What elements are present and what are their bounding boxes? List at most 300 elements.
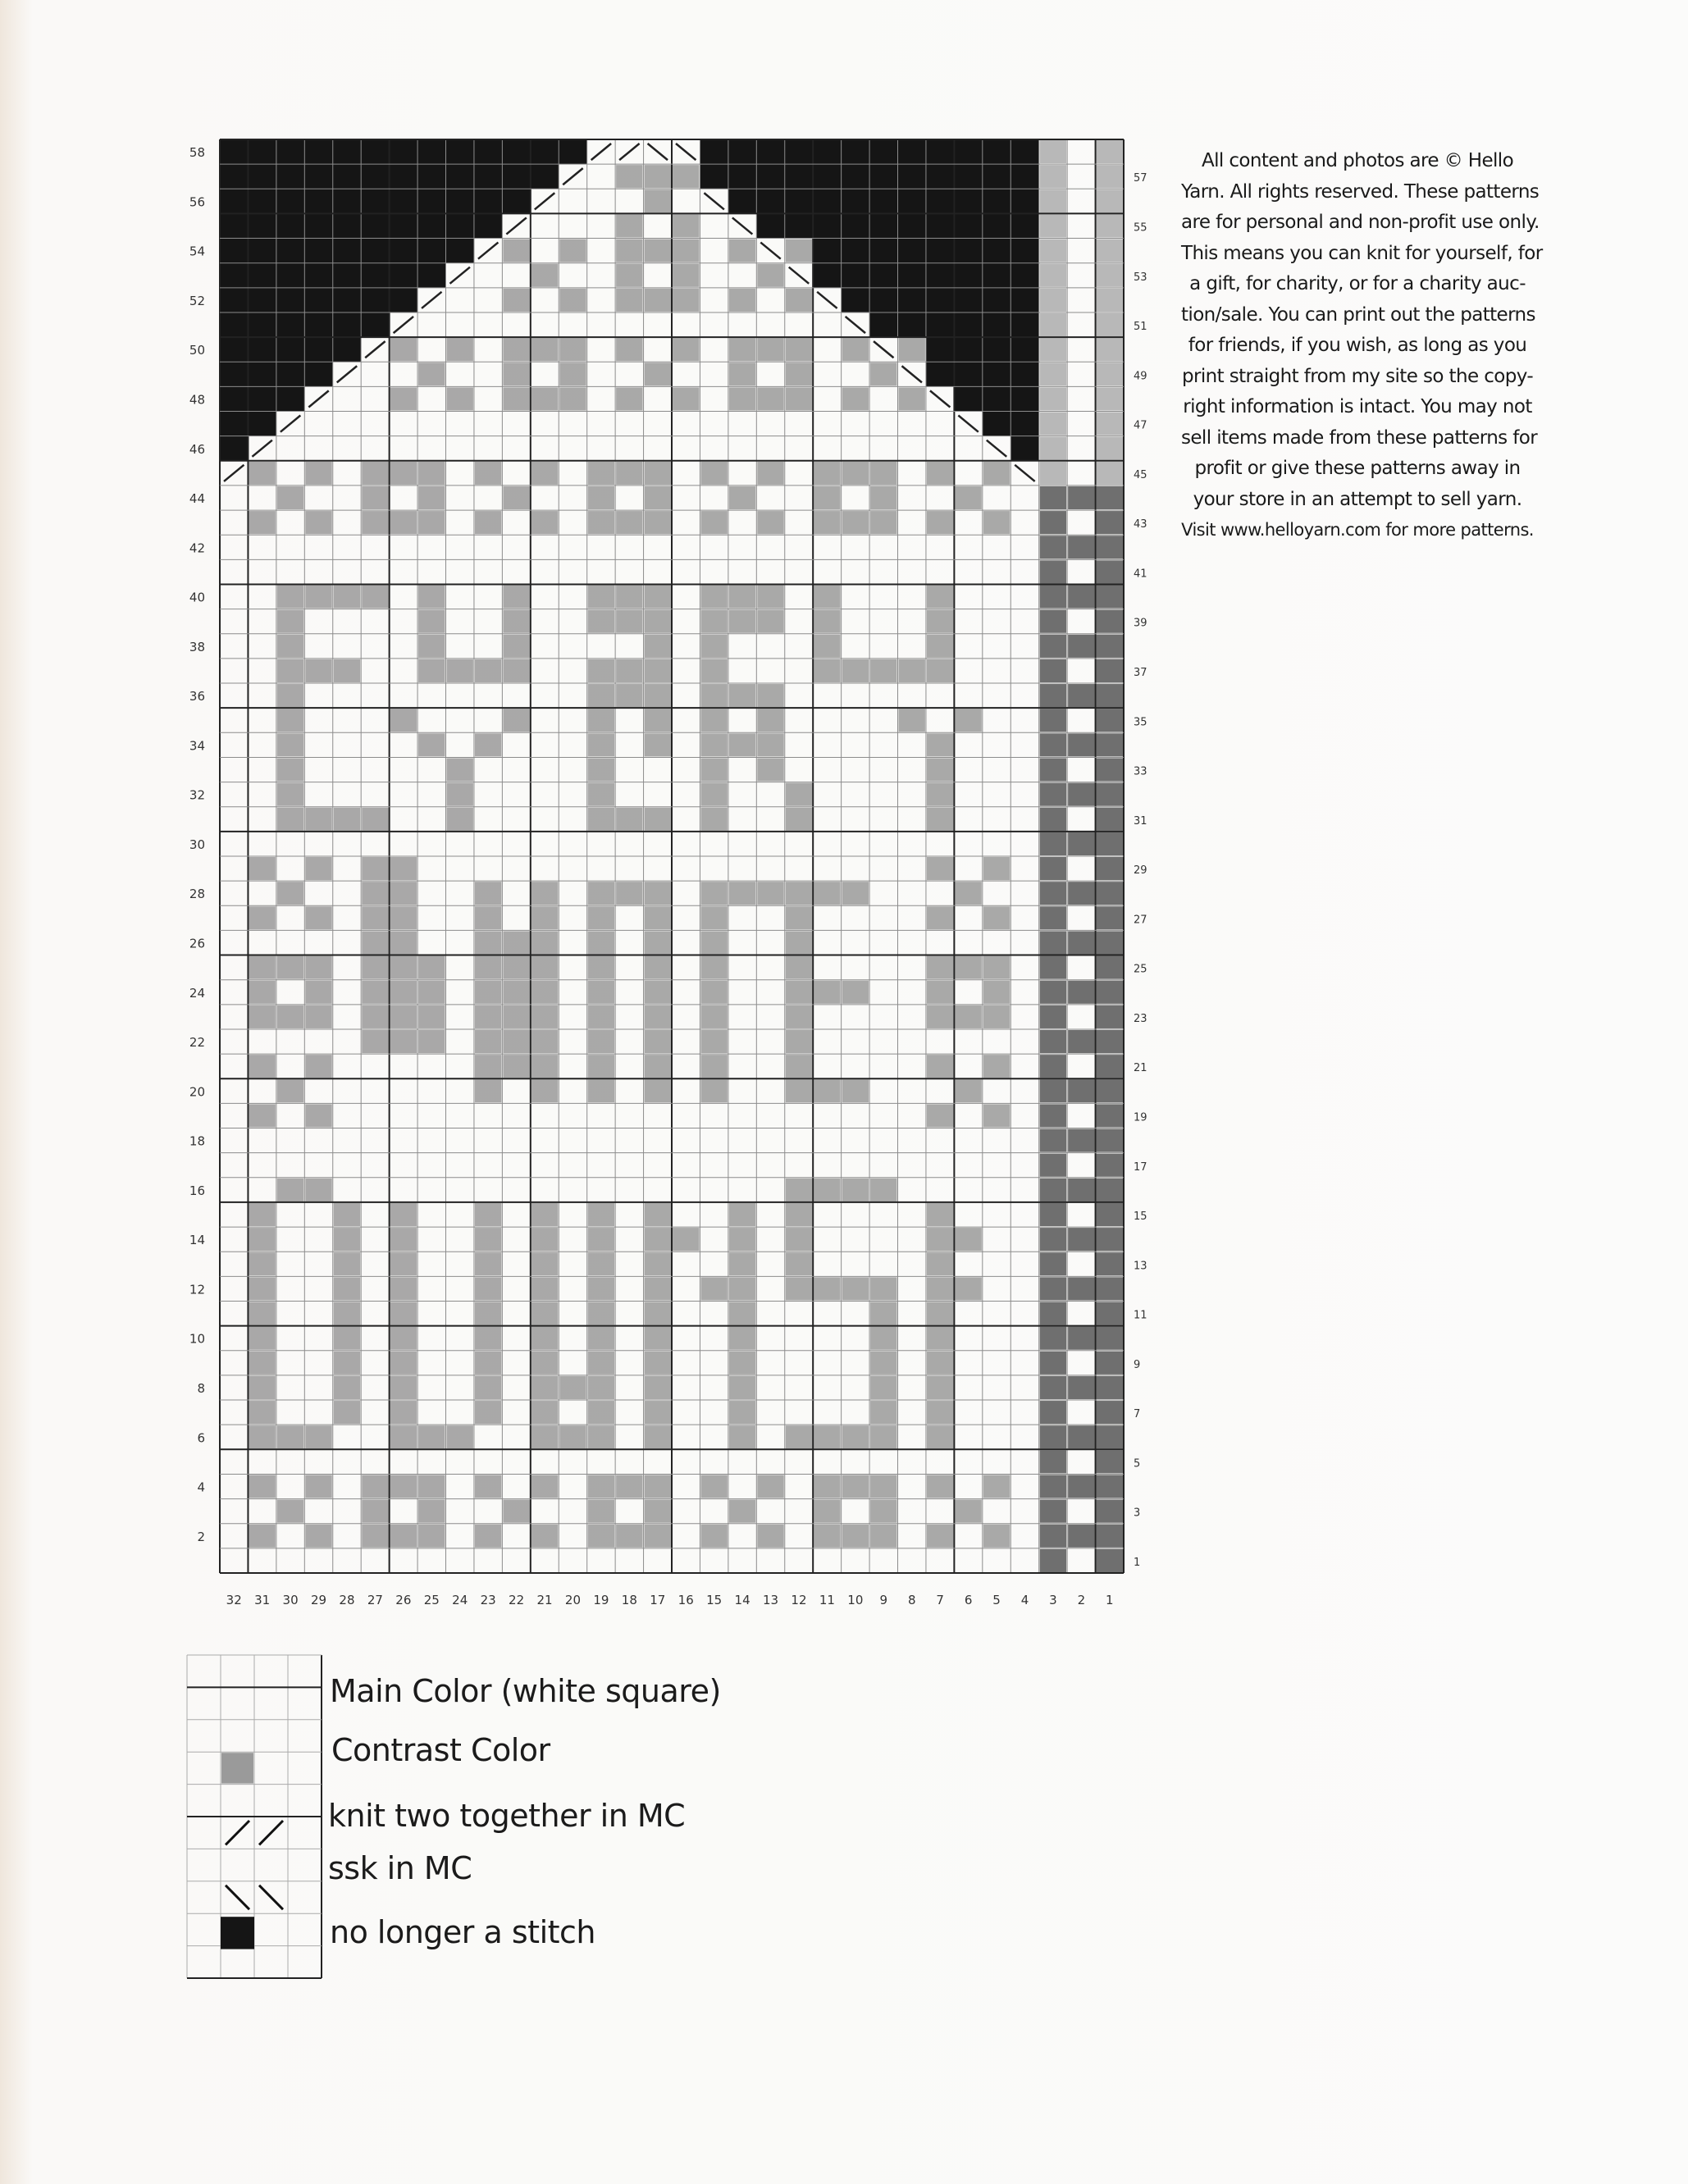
- contrast-cell: [531, 511, 558, 534]
- no-stitch-cell: [842, 213, 869, 238]
- contrast-cell: [418, 981, 445, 1004]
- contrast-cell: [645, 362, 671, 385]
- contrast-cell: [757, 709, 783, 732]
- contrast-cell: [475, 1277, 501, 1300]
- contrast-cell: [475, 1005, 501, 1028]
- contrast-cell: [955, 956, 981, 979]
- contrast-cell: [588, 709, 614, 732]
- no-stitch-cell: [220, 263, 248, 288]
- contrast-cell: [559, 387, 586, 410]
- no-stitch-cell: [276, 164, 304, 189]
- no-stitch-cell: [785, 189, 813, 213]
- no-stitch-cell: [390, 239, 417, 263]
- contrast-cell: [700, 1475, 727, 1498]
- no-stitch-cell: [276, 288, 304, 312]
- contrast-cell: [588, 906, 614, 929]
- no-stitch-cell: [926, 139, 954, 164]
- edge-contrast-cell: [1040, 981, 1066, 1004]
- no-stitch-cell: [361, 164, 389, 189]
- no-stitch-cell: [1011, 213, 1038, 238]
- ssk-symbol: [874, 341, 893, 358]
- contrast-cell: [645, 1525, 671, 1548]
- ssk-symbol: [930, 390, 950, 407]
- contrast-cell: [700, 906, 727, 929]
- edge-contrast-cell: [1040, 585, 1066, 608]
- edge-contrast-cell: [1040, 1030, 1066, 1053]
- contrast-cell: [786, 1203, 812, 1226]
- edge-contrast-cell: [1040, 511, 1066, 534]
- contrast-cell: [616, 684, 642, 707]
- no-stitch-cell: [983, 239, 1011, 263]
- contrast-cell: [700, 758, 727, 781]
- edge-contrast-cell: [1097, 1549, 1123, 1572]
- no-stitch-cell: [417, 189, 445, 213]
- contrast-cell: [362, 1030, 388, 1053]
- contrast-cell: [729, 239, 755, 262]
- edge-contrast-cell: [1068, 536, 1094, 559]
- contrast-cell: [786, 1252, 812, 1275]
- no-stitch-cell: [1011, 239, 1038, 263]
- no-stitch-cell: [333, 139, 361, 164]
- row-label-right: 9: [1134, 1358, 1141, 1371]
- contrast-cell: [588, 511, 614, 534]
- contrast-cell: [531, 1228, 558, 1251]
- contrast-cell: [390, 906, 417, 929]
- no-stitch-cell: [954, 213, 982, 238]
- edge-contrast-cell: [1040, 882, 1066, 905]
- contrast-cell: [786, 1228, 812, 1251]
- contrast-cell: [927, 981, 953, 1004]
- contrast-cell: [870, 462, 896, 485]
- contrast-cell: [503, 239, 529, 262]
- no-stitch-cell: [276, 386, 304, 411]
- edge-cell: [1040, 338, 1066, 361]
- no-stitch-cell: [926, 263, 954, 288]
- no-stitch-cell: [502, 139, 530, 164]
- contrast-cell: [588, 1030, 614, 1053]
- contrast-cell: [503, 289, 529, 312]
- contrast-cell: [645, 1500, 671, 1523]
- contrast-cell: [531, 981, 558, 1004]
- contrast-cell: [983, 1055, 1010, 1078]
- no-stitch-cell: [926, 362, 954, 386]
- contrast-cell: [616, 585, 642, 608]
- edge-contrast-cell: [1097, 1475, 1123, 1498]
- edge-contrast-cell: [1068, 585, 1094, 608]
- contrast-cell: [531, 1055, 558, 1078]
- contrast-cell: [305, 1055, 331, 1078]
- contrast-cell: [842, 387, 869, 410]
- contrast-cell: [757, 733, 783, 756]
- no-stitch-cell: [700, 139, 728, 164]
- no-stitch-cell: [926, 213, 954, 238]
- no-stitch-cell: [390, 263, 417, 288]
- edge-contrast-cell: [1040, 1450, 1066, 1473]
- column-label: 13: [762, 1593, 779, 1607]
- contrast-cell: [700, 1277, 727, 1300]
- contrast-cell: [588, 981, 614, 1004]
- edge-contrast-cell: [1040, 635, 1066, 658]
- contrast-cell: [842, 1079, 869, 1102]
- contrast-cell: [786, 931, 812, 954]
- edge-contrast-cell: [1097, 1079, 1123, 1102]
- contrast-cell: [927, 1005, 953, 1028]
- contrast-cell: [503, 610, 529, 633]
- no-stitch-cell: [785, 139, 813, 164]
- contrast-cell: [786, 956, 812, 979]
- contrast-cell: [814, 1500, 840, 1523]
- no-stitch-cell: [1011, 312, 1038, 337]
- row-label-left: 2: [197, 1529, 205, 1544]
- contrast-cell: [645, 239, 671, 262]
- edge-contrast-cell: [1068, 882, 1094, 905]
- no-stitch-cell: [1011, 362, 1038, 386]
- contrast-cell: [503, 387, 529, 410]
- contrast-cell: [390, 1252, 417, 1275]
- contrast-cell: [475, 1252, 501, 1275]
- edge-contrast-cell: [1040, 783, 1066, 806]
- edge-contrast-cell: [1040, 906, 1066, 929]
- contrast-cell: [447, 1425, 473, 1448]
- contrast-cell: [418, 462, 445, 485]
- contrast-cell: [786, 1179, 812, 1201]
- no-stitch-cell: [1011, 386, 1038, 411]
- contrast-cell: [645, 1352, 671, 1375]
- row-label-left: 52: [189, 293, 205, 308]
- contrast-cell: [814, 462, 840, 485]
- contrast-cell: [870, 511, 896, 534]
- contrast-cell: [899, 338, 925, 361]
- contrast-cell: [418, 635, 445, 658]
- contrast-cell: [645, 585, 671, 608]
- contrast-cell: [475, 956, 501, 979]
- column-label: 2: [1077, 1593, 1086, 1607]
- contrast-cell: [531, 1327, 558, 1350]
- contrast-cell: [616, 1475, 642, 1498]
- edge-contrast-cell: [1040, 832, 1066, 855]
- contrast-cell: [729, 1302, 755, 1325]
- edge-contrast-cell: [1097, 1277, 1123, 1300]
- contrast-cell: [503, 635, 529, 658]
- contrast-cell: [531, 1475, 558, 1498]
- contrast-cell: [700, 709, 727, 732]
- contrast-cell: [786, 387, 812, 410]
- no-stitch-cell: [700, 164, 728, 189]
- row-label-right: 35: [1134, 716, 1147, 729]
- row-label-right: 21: [1134, 1062, 1147, 1075]
- contrast-cell: [700, 882, 727, 905]
- k2tog-symbol: [506, 217, 526, 234]
- contrast-cell: [418, 610, 445, 633]
- contrast-cell: [757, 585, 783, 608]
- contrast-cell: [700, 659, 727, 682]
- no-stitch-cell: [983, 288, 1011, 312]
- ssk-symbol: [732, 217, 752, 234]
- edge-contrast-cell: [1097, 857, 1123, 880]
- edge-cell: [1097, 165, 1123, 188]
- contrast-cell: [786, 1005, 812, 1028]
- row-label-left: 4: [197, 1480, 205, 1495]
- contrast-cell: [927, 585, 953, 608]
- row-label-left: 46: [189, 441, 205, 457]
- no-stitch-cell: [304, 139, 332, 164]
- contrast-cell: [700, 1005, 727, 1028]
- contrast-cell: [249, 1277, 275, 1300]
- edge-cell: [1097, 239, 1123, 262]
- contrast-cell: [786, 906, 812, 929]
- contrast-cell: [305, 585, 331, 608]
- contrast-cell: [249, 1475, 275, 1498]
- edge-cell: [1040, 189, 1066, 212]
- contrast-cell: [418, 1425, 445, 1448]
- contrast-cell: [475, 1401, 501, 1424]
- contrast-cell: [362, 956, 388, 979]
- contrast-cell: [334, 585, 360, 608]
- legend-k2tog-symbol: [226, 1821, 249, 1844]
- contrast-cell: [588, 1252, 614, 1275]
- edge-cell: [1097, 387, 1123, 410]
- contrast-cell: [927, 635, 953, 658]
- copyright-line: for friends, if you wish, as long as you: [1188, 335, 1527, 356]
- contrast-cell: [870, 1277, 896, 1300]
- contrast-cell: [418, 1030, 445, 1053]
- contrast-cell: [645, 1302, 671, 1325]
- edge-contrast-cell: [1097, 1005, 1123, 1028]
- no-stitch-cell: [756, 189, 784, 213]
- contrast-cell: [645, 1252, 671, 1275]
- contrast-cell: [786, 1055, 812, 1078]
- contrast-cell: [447, 338, 473, 361]
- edge-contrast-cell: [1040, 1055, 1066, 1078]
- edge-cell: [1040, 362, 1066, 385]
- edge-cell: [1040, 214, 1066, 237]
- no-stitch-cell: [869, 312, 897, 337]
- edge-cell: [1040, 239, 1066, 262]
- contrast-cell: [983, 1104, 1010, 1127]
- no-stitch-cell: [1011, 139, 1038, 164]
- contrast-cell: [588, 1327, 614, 1350]
- contrast-cell: [673, 387, 699, 410]
- no-stitch-cell: [813, 189, 841, 213]
- column-label: 1: [1106, 1593, 1114, 1607]
- contrast-cell: [786, 362, 812, 385]
- edge-contrast-cell: [1040, 1228, 1066, 1251]
- contrast-cell: [362, 906, 388, 929]
- contrast-cell: [531, 264, 558, 287]
- contrast-cell: [588, 610, 614, 633]
- no-stitch-cell: [954, 288, 982, 312]
- contrast-cell: [645, 165, 671, 188]
- edge-contrast-cell: [1097, 1154, 1123, 1177]
- contrast-cell: [842, 1179, 869, 1201]
- no-stitch-cell: [813, 263, 841, 288]
- contrast-cell: [531, 1376, 558, 1399]
- column-label: 23: [480, 1593, 496, 1607]
- contrast-cell: [927, 462, 953, 485]
- edge-contrast-cell: [1068, 1525, 1094, 1548]
- contrast-cell: [390, 1277, 417, 1300]
- no-stitch-cell: [333, 312, 361, 337]
- contrast-cell: [362, 808, 388, 831]
- contrast-cell: [475, 1203, 501, 1226]
- contrast-cell: [418, 956, 445, 979]
- legend-contrast-swatch: [221, 1753, 253, 1783]
- contrast-cell: [362, 857, 388, 880]
- edge-contrast-cell: [1040, 1302, 1066, 1325]
- contrast-cell: [927, 808, 953, 831]
- contrast-cell: [447, 659, 473, 682]
- contrast-cell: [503, 659, 529, 682]
- contrast-cell: [447, 758, 473, 781]
- contrast-cell: [786, 1079, 812, 1102]
- contrast-cell: [983, 1005, 1010, 1028]
- no-stitch-cell: [417, 139, 445, 164]
- contrast-cell: [475, 1327, 501, 1350]
- no-stitch-cell: [954, 337, 982, 362]
- edge-cell: [1040, 289, 1066, 312]
- no-stitch-cell: [304, 263, 332, 288]
- column-label: 3: [1049, 1593, 1057, 1607]
- row-label-right: 17: [1134, 1160, 1147, 1174]
- contrast-cell: [729, 1425, 755, 1448]
- contrast-cell: [418, 511, 445, 534]
- contrast-cell: [249, 1401, 275, 1424]
- row-label-left: 14: [189, 1233, 205, 1248]
- contrast-cell: [418, 733, 445, 756]
- edge-cell: [1040, 140, 1066, 163]
- contrast-cell: [334, 1302, 360, 1325]
- legend-ssk-symbol: [259, 1885, 283, 1909]
- contrast-cell: [559, 289, 586, 312]
- no-stitch-cell: [842, 239, 869, 263]
- contrast-cell: [277, 1005, 303, 1028]
- copyright-line: profit or give these patterns away in: [1194, 458, 1521, 479]
- row-label-left: 30: [189, 837, 205, 852]
- column-label: 24: [452, 1593, 468, 1607]
- edge-contrast-cell: [1068, 1179, 1094, 1201]
- contrast-cell: [503, 585, 529, 608]
- contrast-cell: [983, 511, 1010, 534]
- contrast-cell: [503, 981, 529, 1004]
- contrast-cell: [927, 906, 953, 929]
- no-stitch-cell: [954, 386, 982, 411]
- contrast-cell: [673, 338, 699, 361]
- no-stitch-cell: [276, 337, 304, 362]
- contrast-cell: [277, 659, 303, 682]
- contrast-cell: [842, 659, 869, 682]
- edge-contrast-cell: [1040, 758, 1066, 781]
- contrast-cell: [249, 857, 275, 880]
- copyright-line: All content and photos are © Hello: [1201, 150, 1514, 171]
- no-stitch-cell: [333, 263, 361, 288]
- edge-contrast-cell: [1097, 1425, 1123, 1448]
- no-stitch-cell: [220, 386, 248, 411]
- contrast-cell: [729, 1203, 755, 1226]
- no-stitch-cell: [842, 288, 869, 312]
- row-label-left: 20: [189, 1084, 205, 1100]
- contrast-cell: [305, 1005, 331, 1028]
- ssk-symbol: [1015, 465, 1034, 481]
- edge-contrast-cell: [1068, 1475, 1094, 1498]
- contrast-cell: [588, 1005, 614, 1028]
- contrast-cell: [645, 1401, 671, 1424]
- contrast-cell: [729, 1277, 755, 1300]
- edge-contrast-cell: [1040, 1425, 1066, 1448]
- contrast-cell: [503, 931, 529, 954]
- contrast-cell: [645, 189, 671, 212]
- contrast-cell: [305, 857, 331, 880]
- contrast-cell: [645, 659, 671, 682]
- edge-contrast-cell: [1068, 1079, 1094, 1102]
- no-stitch-cell: [276, 189, 304, 213]
- contrast-cell: [729, 486, 755, 509]
- row-label-right: 43: [1134, 518, 1147, 531]
- no-stitch-cell: [220, 312, 248, 337]
- no-stitch-cell: [983, 139, 1011, 164]
- no-stitch-cell: [842, 189, 869, 213]
- ssk-symbol: [958, 416, 978, 432]
- contrast-cell: [531, 882, 558, 905]
- contrast-cell: [277, 709, 303, 732]
- contrast-cell: [277, 684, 303, 707]
- no-stitch-cell: [983, 164, 1011, 189]
- contrast-cell: [531, 1425, 558, 1448]
- edge-contrast-cell: [1068, 1030, 1094, 1053]
- no-stitch-cell: [869, 213, 897, 238]
- no-stitch-cell: [248, 412, 276, 436]
- no-stitch-cell: [361, 312, 389, 337]
- column-label: 31: [254, 1593, 271, 1607]
- row-label-left: 56: [189, 194, 205, 210]
- contrast-cell: [700, 956, 727, 979]
- contrast-cell: [645, 1327, 671, 1350]
- row-label-right: 39: [1134, 617, 1147, 630]
- contrast-cell: [305, 981, 331, 1004]
- contrast-cell: [418, 659, 445, 682]
- row-label-left: 10: [189, 1331, 205, 1347]
- edge-contrast-cell: [1097, 1228, 1123, 1251]
- contrast-cell: [757, 338, 783, 361]
- contrast-cell: [729, 882, 755, 905]
- no-stitch-cell: [333, 213, 361, 238]
- column-label: 25: [423, 1593, 440, 1607]
- edge-contrast-cell: [1097, 610, 1123, 633]
- contrast-cell: [475, 931, 501, 954]
- edge-contrast-cell: [1040, 931, 1066, 954]
- no-stitch-cell: [785, 213, 813, 238]
- edge-contrast-cell: [1097, 709, 1123, 732]
- column-label: 30: [282, 1593, 299, 1607]
- no-stitch-cell: [220, 239, 248, 263]
- k2tog-symbol: [591, 144, 611, 160]
- edge-cell: [1097, 189, 1123, 212]
- contrast-cell: [729, 1500, 755, 1523]
- no-stitch-cell: [813, 139, 841, 164]
- contrast-cell: [475, 511, 501, 534]
- contrast-cell: [814, 585, 840, 608]
- contrast-cell: [588, 931, 614, 954]
- contrast-cell: [305, 1104, 331, 1127]
- contrast-cell: [870, 1401, 896, 1424]
- edge-contrast-cell: [1097, 758, 1123, 781]
- contrast-cell: [475, 981, 501, 1004]
- contrast-cell: [305, 1475, 331, 1498]
- edge-contrast-cell: [1068, 981, 1094, 1004]
- contrast-cell: [757, 610, 783, 633]
- no-stitch-cell: [333, 189, 361, 213]
- row-label-left: 38: [189, 639, 205, 654]
- contrast-cell: [475, 1228, 501, 1251]
